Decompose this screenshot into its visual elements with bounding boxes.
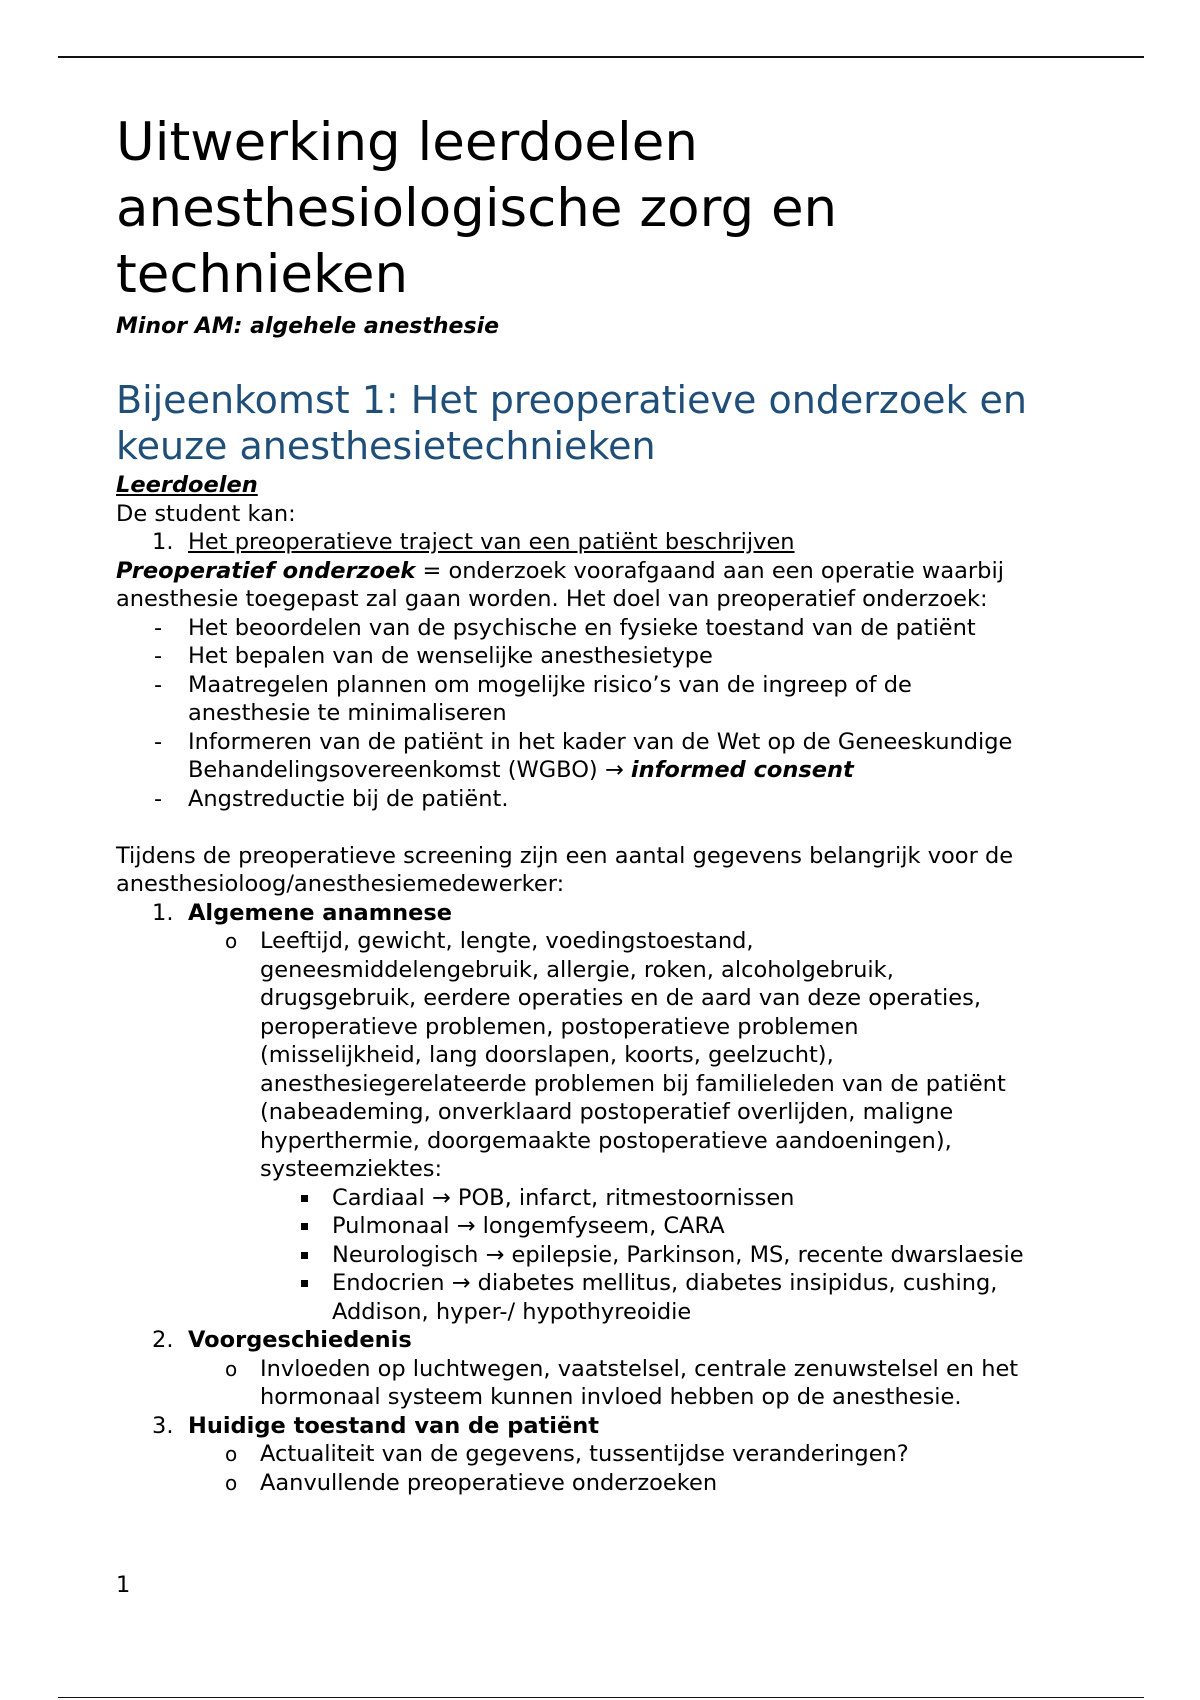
system-item: Pulmonaal → longemfyseem, CARA bbox=[116, 1212, 1116, 1241]
square-bullet-icon bbox=[301, 1184, 308, 1213]
learning-goal-1 bbox=[116, 528, 1116, 557]
spacer bbox=[116, 813, 1116, 842]
list-item: - Het beoordelen van de psychische en fysieke toestand van de patiënt bbox=[154, 614, 976, 641]
learning-goal-text: Het preoperatieve traject van een patiënt beschrijven bbox=[188, 529, 795, 555]
definition-term: Preoperatief onderzoek bbox=[116, 557, 416, 584]
system-item: Cardiaal → POB, infarct, ritmestoornissen bbox=[116, 1184, 1116, 1213]
sub-item: o Aanvullende preoperatieve onderzoeken bbox=[225, 1469, 718, 1496]
list-item: - Informeren van de patiënt in het kader van de Wet op de Geneeskundige Behandelingsovereenkomst (WGBO) → informed consent bbox=[154, 728, 1013, 783]
document-subtitle: Minor AM: algehele anesthesie bbox=[116, 314, 500, 339]
page-content bbox=[116, 110, 1116, 1497]
header-rule bbox=[58, 56, 1144, 58]
student-intro: De student kan: bbox=[116, 500, 296, 527]
list-item: - Maatregelen plannen om mogelijke risico’s van de ingreep of de anesthesie te minimaliseren bbox=[154, 671, 912, 726]
numbered-item-1: 1. Algemene anamnese bbox=[152, 899, 453, 926]
informed-consent-term: informed consent bbox=[630, 757, 854, 783]
document-title: Uitwerking leerdoelen anesthesiologische zorg en technieken bbox=[116, 112, 838, 305]
numbered-item-3: 3. Huidige toestand van de patiënt bbox=[152, 1412, 600, 1439]
square-bullet-icon bbox=[301, 1269, 308, 1298]
page-number: 1 bbox=[116, 1572, 131, 1598]
square-bullet-icon bbox=[301, 1241, 308, 1270]
list-item: - Het bepalen van de wenselijke anesthesietype bbox=[154, 643, 713, 669]
leerdoelen-label: Leerdoelen bbox=[116, 472, 258, 498]
system-item: Endocrien → diabetes mellitus, diabetes insipidus, cushing, Addison, hyper-/ hypothyreoidie bbox=[116, 1269, 1116, 1326]
screening-paragraph: Tijdens de preoperatieve screening zijn een aantal gegevens belangrijk voor de anesthesioloog/anesthesiemedewerker: bbox=[116, 842, 1014, 897]
square-bullet-icon bbox=[301, 1212, 308, 1241]
sub-item: o Leeftijd, gewicht, lengte, voedingstoestand, geneesmiddelengebruik, allergie, roken, alcoholgebruik, drugsgebruik, eerdere operaties en de aard van deze operaties, peroperatieve problemen, postoperatieve problemen (misselijkheid, lang doorslapen, koorts, geelzucht), anesthesiegerelateerde problemen bij familieleden van de patiënt (nabeademing, onverklaard postoperatief overlijden, maligne hyperthermie, doorgemaakte postoperatieve aandoeningen), systeemziektes: bbox=[225, 928, 1006, 1182]
system-item: Neurologisch → epilepsie, Parkinson, MS, recente dwarslaesie bbox=[116, 1241, 1116, 1270]
sub-item: o Actualiteit van de gegevens, tussentijdse veranderingen? bbox=[225, 1441, 909, 1467]
sub-item: o Invloeden op luchtwegen, vaatstelsel, centrale zenuwstelsel en het hormonaal systeem kunnen invloed hebben op de anesthesie. bbox=[225, 1355, 1019, 1410]
footer-rule bbox=[58, 1697, 1144, 1698]
section-heading: Bijeenkomst 1: Het preoperatieve onderzoek en keuze anesthesietechnieken bbox=[116, 378, 1028, 468]
numbered-item-2: 2. Voorgeschiedenis bbox=[152, 1327, 412, 1353]
list-number: 1. bbox=[152, 529, 174, 555]
definition-paragraph: Preoperatief onderzoek = onderzoek voorafgaand aan een operatie waarbij anesthesie toegepast zal gaan worden. Het doel van preoperatief onderzoek: bbox=[116, 557, 1004, 612]
list-item: - Angstreductie bij de patiënt. bbox=[154, 785, 509, 812]
